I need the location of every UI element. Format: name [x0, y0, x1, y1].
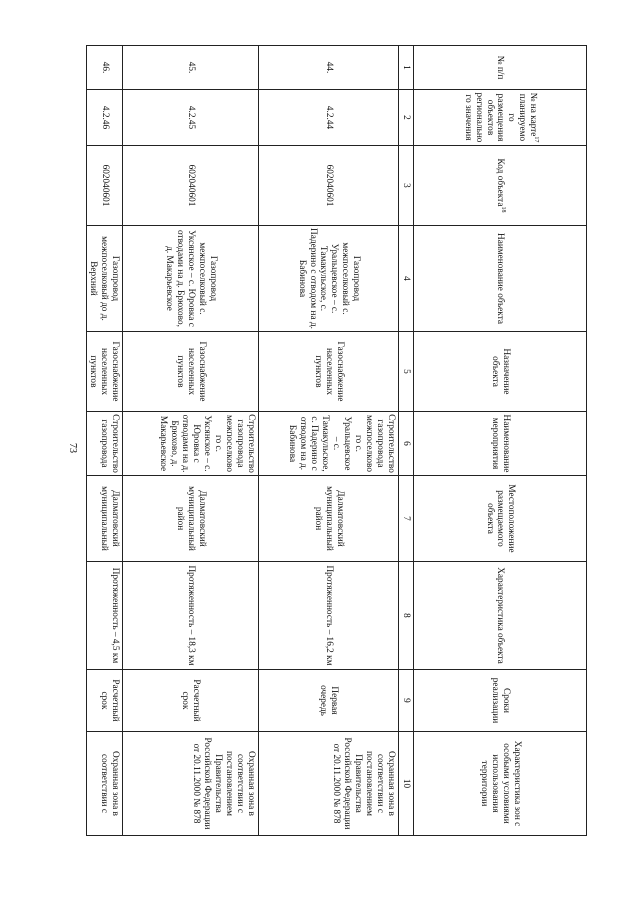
- object-characteristic: Протяженность – 18,3 км: [123, 562, 259, 670]
- column-number: 8: [399, 562, 414, 670]
- measure-name: Строительство газопровода: [87, 412, 123, 476]
- table-row: [259, 46, 399, 836]
- row-number: 46.: [87, 46, 123, 90]
- map-number: 4.2.44: [259, 90, 399, 146]
- measure-name: Строительство газопровода межпоселкового с. Уксянское – с. Юровка с отводами на д. Брюхово, д. Макарьевское: [123, 412, 259, 476]
- column-number-row: [399, 46, 414, 836]
- objects-table: [86, 45, 587, 836]
- header-text: № на карте: [528, 92, 539, 137]
- object-characteristic: Протяженность – 16,2 км: [259, 562, 399, 670]
- header-cell: Сроки реализации: [414, 670, 587, 732]
- map-number: 4.2.45: [123, 90, 259, 146]
- column-number: 9: [399, 670, 414, 732]
- object-location: Далматовский муниципальный район: [123, 476, 259, 562]
- column-number: 1: [399, 46, 414, 90]
- object-purpose: Газоснабжение населенных пунктов: [123, 332, 259, 412]
- column-number: 3: [399, 146, 414, 226]
- object-purpose: Газоснабжение населенных пунктов: [87, 332, 123, 412]
- object-location: Далматовский муниципальный: [87, 476, 123, 562]
- column-number: 10: [399, 732, 414, 836]
- object-name: Газопровод межпоселковый с. Уральцевское – с. Тамакульское, с. Падерино с отводом на д. Бабинова: [259, 226, 399, 332]
- table-canvas: [88, 45, 587, 835]
- object-name: Газопровод межпоселковый с. Уксянское – с. Юровка с отводами на д. Брюхово, д. Макарьевское: [123, 226, 259, 332]
- column-number: 4: [399, 226, 414, 332]
- header-cell: № п/п: [414, 46, 587, 90]
- object-characteristic: Протяженность – 4,5 км: [87, 562, 123, 670]
- object-location: Далматовский муниципальный район: [259, 476, 399, 562]
- object-name: Газопровод межпоселковый до д. Верхний: [87, 226, 123, 332]
- implementation-term: Расчетный срок: [123, 670, 259, 732]
- header-cell: Характеристика объекта: [414, 562, 587, 670]
- implementation-term: Расчетный срок: [87, 670, 123, 732]
- footnote-mark: 17: [533, 136, 540, 143]
- page-number: 73: [67, 443, 78, 453]
- header-cell: Наименование объекта: [414, 226, 587, 332]
- implementation-term: Первая очередь: [259, 670, 399, 732]
- header-cell: [414, 90, 587, 146]
- rotated-table-container: [88, 45, 587, 835]
- header-cell: Назначение объекта: [414, 332, 587, 412]
- header-cell: [414, 146, 587, 226]
- object-purpose: Газоснабжение населенных пунктов: [259, 332, 399, 412]
- footnote-mark: 18: [500, 206, 507, 213]
- header-text: Код объекта: [495, 158, 506, 207]
- header-row: [414, 46, 587, 836]
- object-code: 602040601: [259, 146, 399, 226]
- row-number: 44.: [259, 46, 399, 90]
- column-number: 6: [399, 412, 414, 476]
- column-number: 5: [399, 332, 414, 412]
- table-row: [123, 46, 259, 836]
- object-code: 602040601: [87, 146, 123, 226]
- measure-name: Строительство газопровода межпоселкового с. Уральцевское – с. Тамакульское, с. Падерино с отводом на д. Бабинова: [259, 412, 399, 476]
- header-text: планируемого размещения объектов регионального значения: [462, 92, 528, 143]
- object-code: 602040601: [123, 146, 259, 226]
- header-cell: Наименование мероприятия: [414, 412, 587, 476]
- column-number: 2: [399, 90, 414, 146]
- zone-characteristic: Охранная зона в соответствии с: [87, 732, 123, 836]
- table-row: [87, 46, 123, 836]
- row-number: 45.: [123, 46, 259, 90]
- zone-characteristic: Охранная зона в соответствии с постановлением Правительства Российской Федерации от 20.11.2000 № 878: [259, 732, 399, 836]
- map-number: 4.2.46: [87, 90, 123, 146]
- header-cell: Местоположение размещаемого объекта: [414, 476, 587, 562]
- column-number: 7: [399, 476, 414, 562]
- zone-characteristic: Охранная зона в соответствии с постановлением Правительства Российской Федерации от 20.11.2000 № 878: [123, 732, 259, 836]
- header-cell: Характеристика зон с особыми условиями использования территории: [414, 732, 587, 836]
